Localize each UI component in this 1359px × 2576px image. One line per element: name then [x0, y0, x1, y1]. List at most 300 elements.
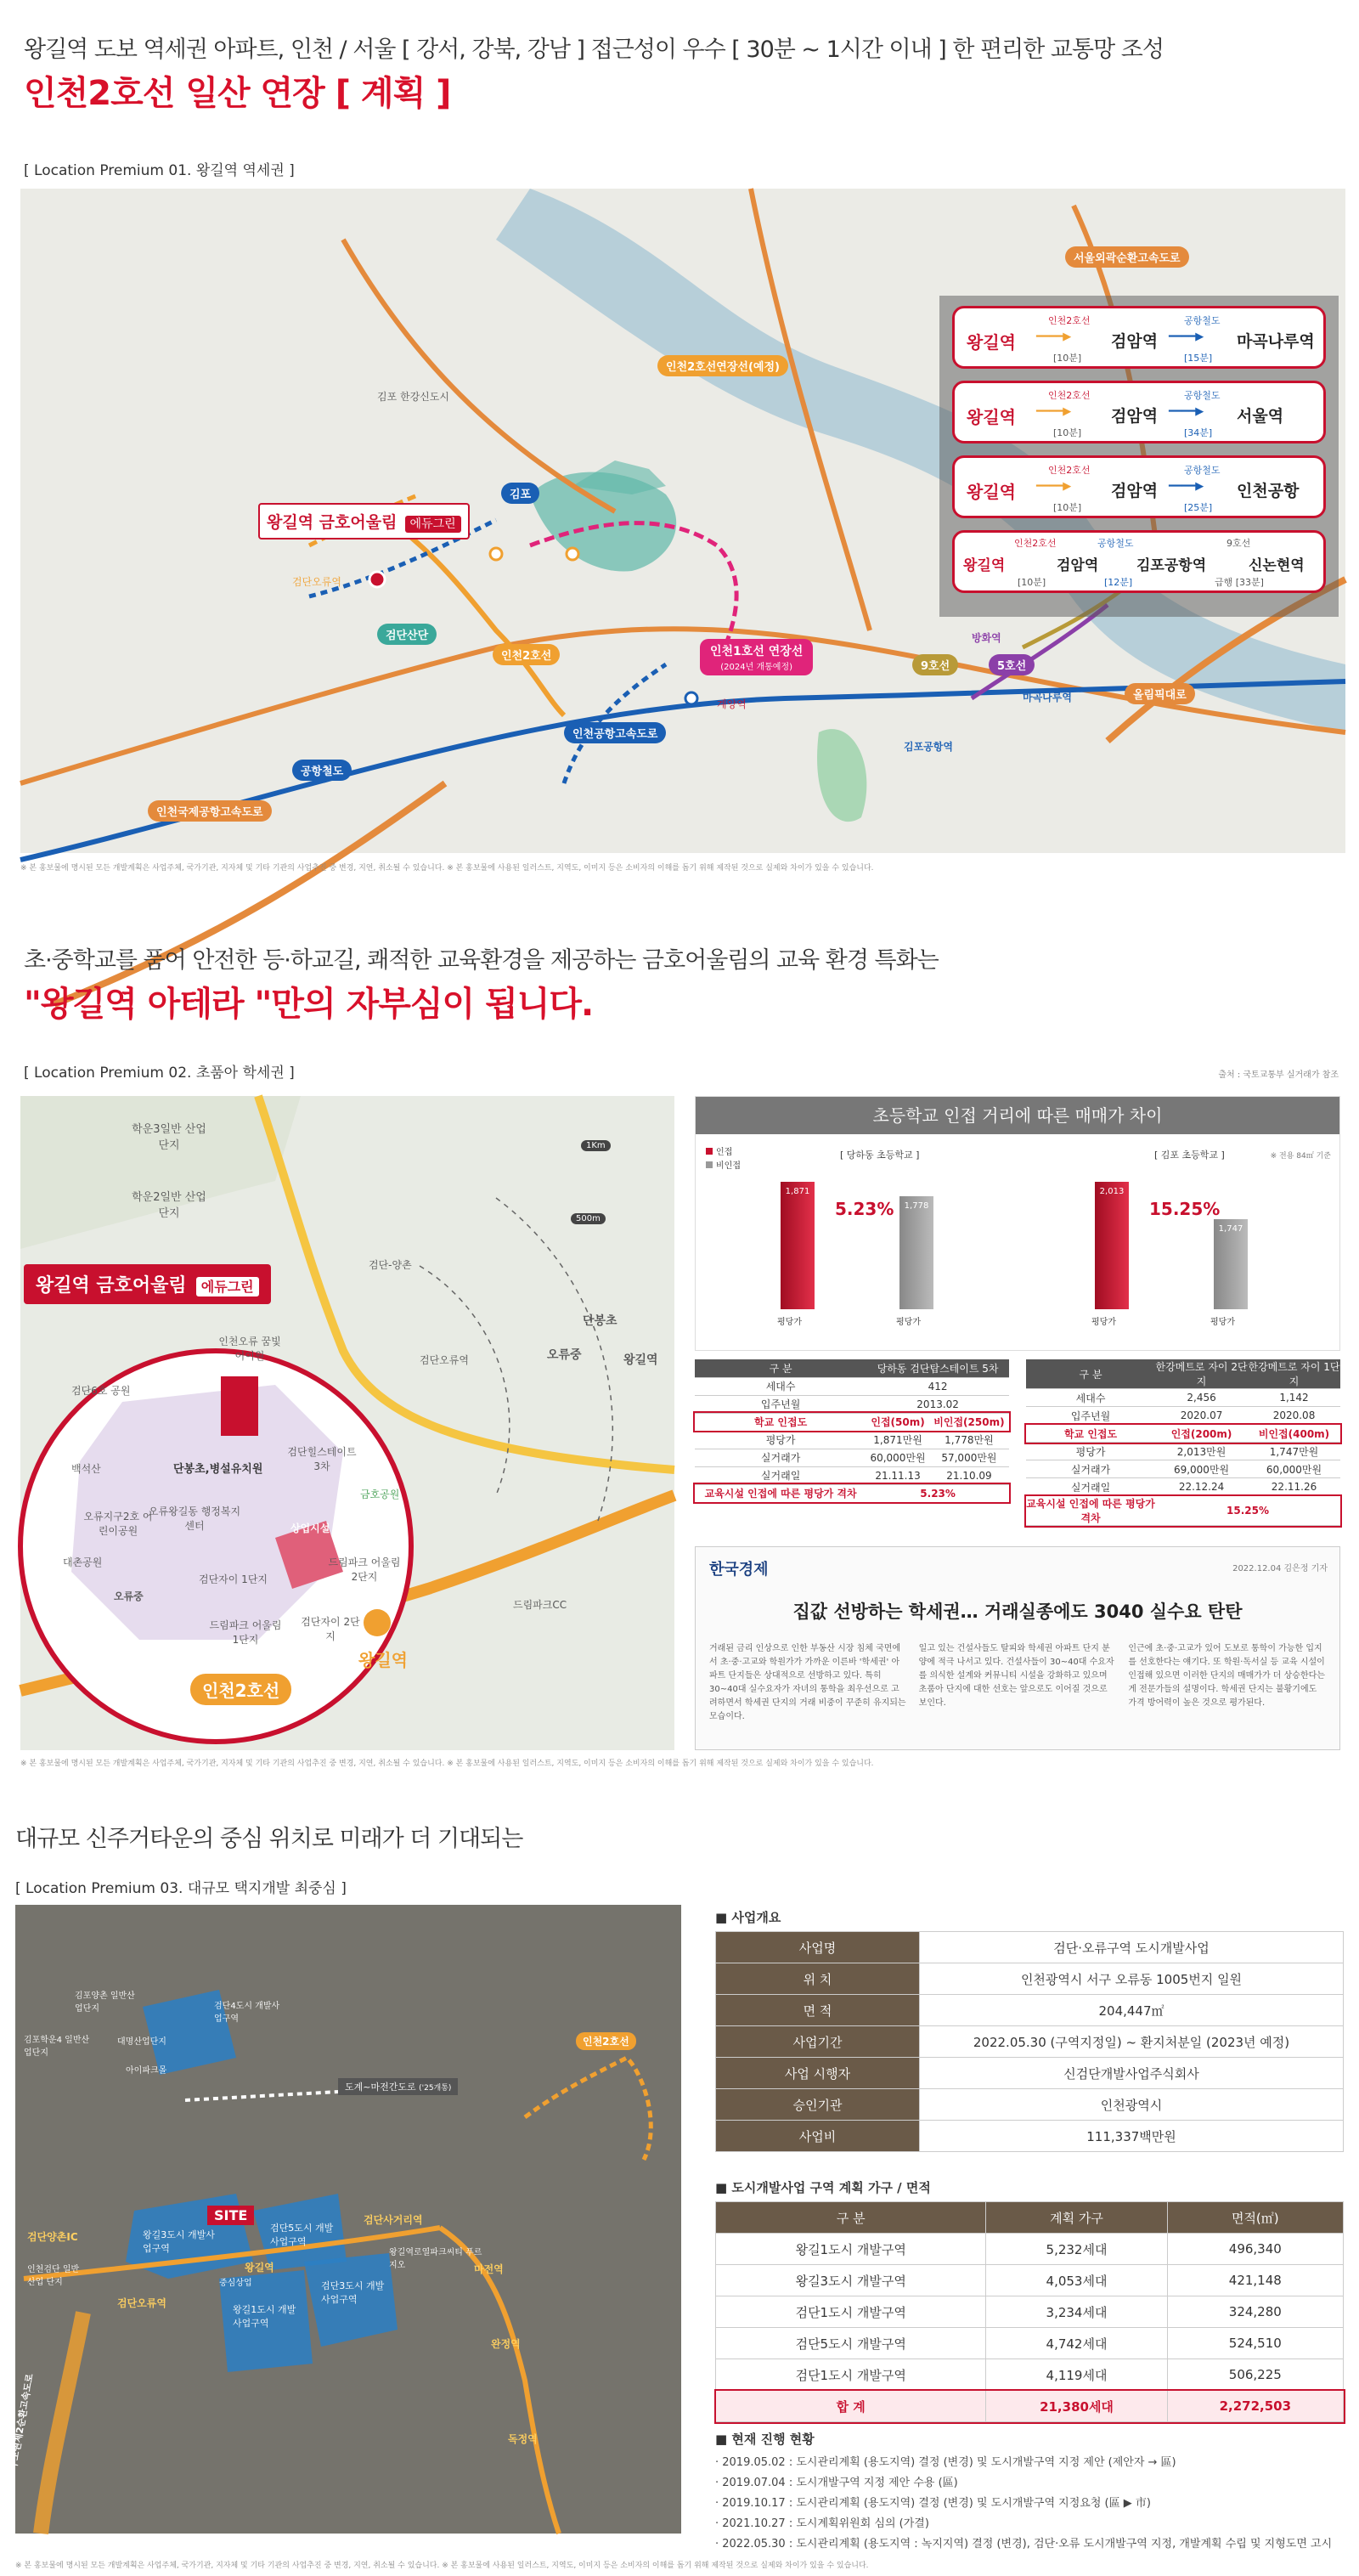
table-cell: 1,778만원 — [929, 1431, 1009, 1449]
bar-adjacent — [1095, 1182, 1129, 1309]
section3-tag: [ Location Premium 03. 대규모 택지개발 최중심 ] — [15, 1880, 347, 1897]
plan-cell: 324,280 — [1167, 2296, 1343, 2328]
route-panel — [939, 296, 1339, 617]
plan-cell: 421,148 — [1167, 2265, 1343, 2296]
route-via: 검암역 — [1057, 557, 1099, 574]
route-card[interactable] — [952, 455, 1326, 518]
table-cell: 2013.02 — [866, 1395, 1009, 1413]
plan-header: 계획 가구 — [986, 2202, 1167, 2234]
route-list — [952, 306, 1326, 608]
table-cell: 60,000만원 — [1248, 1460, 1340, 1478]
plan-total-cell: 합 계 — [716, 2391, 986, 2422]
route-time1: [10분] — [1018, 577, 1046, 588]
label-site: SITE — [207, 2206, 254, 2225]
overview-key: 사업기간 — [716, 2026, 920, 2058]
label-wanggil-right: 왕길역 — [623, 1353, 658, 1367]
table-cell: 22.11.26 — [1248, 1478, 1340, 1496]
label-hangang: 김포 한강신도시 — [377, 391, 449, 403]
plan-row — [716, 2265, 1344, 2296]
bar-category: 평당가 — [896, 1318, 921, 1327]
label-oryu-mid: 오류중 — [547, 1348, 582, 1362]
route-line1: 인천2호선 — [1048, 465, 1091, 476]
section1-subtitle: 왕길역 도보 역세권 아파트, 인천 / 서울 [ 강서, 강북, 강남 ] 접근성이 우수 [ 30분 ~ 1시간 이내 ] 한 편리한 교통망 조성 — [24, 37, 1164, 63]
road-name: 도계~마전간도로 — [345, 2082, 416, 2093]
overview-key: 면 적 — [716, 1995, 920, 2026]
section2-tag: [ Location Premium 02. 초품아 학세권 ] — [24, 1065, 295, 1082]
news-col-2: 일고 있는 건설사들도 탈피와 학세권 아파트 단지 분양에 적극 나서고 있다. 건설사들이 30~40대 수요자를 의식한 설계와 커뮤니티 시설을 강화하고 있으며 초품아 단지에 대한 선호는 앞으로도 이어질 것으로 보인다. — [918, 1644, 1114, 1708]
table-row — [1026, 1478, 1340, 1496]
label-baekseoksan: 백석산 — [71, 1463, 101, 1475]
label-banghwa: 방화역 — [972, 632, 1001, 644]
status-section — [715, 2430, 1352, 2555]
plan-row — [716, 2328, 1344, 2359]
table-cell: 실거래가 — [1026, 1460, 1155, 1478]
news-article — [695, 1546, 1340, 1750]
overview-row — [716, 2121, 1344, 2152]
news-paper: 한국경제 — [709, 1561, 769, 1579]
route-time2: [12분] — [1104, 577, 1133, 588]
plan-section — [715, 2178, 1344, 2422]
label-daechon: 대촌공원 — [63, 1556, 103, 1568]
overview-row — [716, 1963, 1344, 1995]
label-hak3: 학운3일반 산업단지 — [132, 1123, 206, 1152]
label-incheon2-line: 인천2호선 — [190, 1674, 291, 1705]
school-map-graphic — [20, 1096, 674, 1750]
chart-group-2 — [1061, 1139, 1316, 1343]
overview-key: 위 치 — [716, 1963, 920, 1995]
table-row — [1026, 1389, 1340, 1407]
label-geomdan-city: 검단힐스테이트 3차 — [287, 1446, 357, 1472]
table-cell: 2020.08 — [1248, 1407, 1340, 1425]
plan-cell: 3,234세대 — [986, 2296, 1167, 2328]
legend-nonadjacent-label: 비인접 — [716, 1161, 741, 1171]
label-incheon-oryu: 인천오류 꿈빛어이원 — [218, 1336, 281, 1362]
label-hwy: 수도권제2순환고속도로 — [8, 2372, 36, 2471]
plan-total-row — [716, 2391, 1344, 2422]
overview-key: 사업 시행자 — [716, 2058, 920, 2089]
news-col-3: 인근에 초·중·고교가 있어 도보로 통학이 가능한 입지를 선호한다는 얘기다. 또 학원·독서실 등 교육 시설이 인접해 있으면 이러한 단지의 매매가가 더 상승한다는 게 전문가들의 설명이다. 학세권 단지는 불황기에도 가격 방어력이 높은 것으로 평가된다. — [1128, 1644, 1325, 1708]
legend-adjacent-label: 인접 — [716, 1148, 733, 1157]
section2-subtitle: 초·중학교를 품어 안전한 등·하교길, 쾌적한 교육환경을 제공하는 금호어울림의 교육 환경 특화는 — [24, 947, 939, 974]
table-row — [695, 1377, 1009, 1395]
route-to: 신논현역 — [1249, 557, 1305, 574]
plan-header: 면적(㎡) — [1167, 2202, 1343, 2234]
bar-value-label: 1,778 — [904, 1200, 929, 1211]
route-line2: 공항철도 — [1184, 315, 1221, 326]
label-dokjeong: 독정역 — [508, 2433, 538, 2445]
incheon1-ext-note: (2024년 개통예정) — [720, 663, 793, 672]
label-magok: 마곡나루역 — [1023, 692, 1072, 703]
bar-category: 평당가 — [1210, 1318, 1235, 1327]
section-development — [0, 1810, 1359, 2576]
status-item: · 2022.05.30 : 도시관리계획 (용도지역 : 녹지지역) 결정 (변경), 검단·오류 도시개발구역 지정, 개발계획 수립 및 지형도면 고시 — [715, 2538, 1333, 2551]
plan-total-cell: 21,380세대 — [986, 2391, 1167, 2422]
label-oryuji2: 오류지구2호 어린이공원 — [83, 1511, 153, 1537]
overview-body — [716, 1932, 1344, 2152]
label-geomdan: 검단산단 — [377, 624, 437, 645]
label-hak2: 학운2일반 산업단지 — [132, 1191, 206, 1220]
table-header: 당하동 검단탑스테이트 5차 — [866, 1359, 1009, 1377]
table-right-body — [1026, 1389, 1340, 1526]
route-time1: [10분] — [1053, 353, 1082, 364]
news-cols — [709, 1642, 1326, 1724]
table-cell: 입주년월 — [695, 1395, 866, 1413]
table-cell: 비인접(250m) — [929, 1413, 1009, 1431]
label-majeon: 마전역 — [474, 2263, 504, 2275]
route-via: 검암역 — [1111, 332, 1159, 351]
label-incheon1-ext — [700, 639, 813, 675]
table-cell: 60,000만원 — [866, 1449, 929, 1466]
route-arrow2: ━━━━▶ — [1169, 480, 1204, 493]
section2-note: ※ 본 홍보물에 명시된 모든 개발계획은 사업주체, 국가기관, 지자체 및 기타 기관의 사업추진 중 변경, 지연, 취소될 수 있습니다. ※ 본 홍보물에 사용된 일러스트, 지역도, 이미지 등은 소비자의 이해를 돕기 위해 제작된 것으로 실제와 차이가 있을 수 있습니다. — [20, 1760, 874, 1768]
table-row — [1026, 1407, 1340, 1425]
label-geomdan-zai1: 검단자이 1단지 — [199, 1573, 268, 1585]
section-station — [0, 0, 1359, 884]
chart-group-1 — [747, 1139, 1001, 1343]
label-incheon2: 인천2호선 — [493, 644, 560, 665]
label-ikea: 아이파크몰 — [126, 2066, 167, 2076]
overview-key: 승인기관 — [716, 2089, 920, 2121]
label-road — [338, 2078, 458, 2095]
overview-value: 인천광역시 서구 오류동 1005번지 일원 — [920, 1963, 1344, 1995]
table-row — [695, 1484, 1009, 1502]
table-row — [695, 1449, 1009, 1466]
section1-title: 인천2호선 일산 연장 [ 계획 ] — [24, 74, 451, 113]
plan-cell: 왕길3도시 개발구역 — [716, 2265, 986, 2296]
label-daemyeong: 대명산업단지 — [117, 2037, 166, 2047]
label-airport-hwy: 인천공항고속도로 — [564, 722, 666, 743]
label-incheon-geomdan: 인천검단 일반산업 단지 — [27, 2265, 80, 2287]
route-card[interactable] — [952, 306, 1326, 369]
label-dreampark-apt: 드림파크 어울림2단지 — [328, 1556, 401, 1583]
route-via: 검암역 — [1111, 407, 1159, 426]
plan-cell: 4,119세대 — [986, 2359, 1167, 2391]
route-arrow1: ━━━━▶ — [1036, 480, 1072, 493]
table-row — [695, 1466, 1009, 1484]
label-gimpo-airport: 김포공항역 — [904, 741, 953, 753]
route-from: 왕길역 — [967, 332, 1016, 353]
route-line2: 공항철도 — [1184, 390, 1221, 401]
table-row — [1026, 1443, 1340, 1460]
route-from: 왕길역 — [967, 482, 1016, 502]
label-gd4: 검단4도시 개발사업구역 — [214, 2002, 280, 2024]
section1-note: ※ 본 홍보물에 명시된 모든 개발계획은 사업주체, 국가기관, 지자체 및 기타 기관의 사업추진 중 변경, 지연, 취소될 수 있습니다. ※ 본 홍보물에 사용된 일러스트, 지역도, 이미지 등은 소비자의 이해를 돕기 위해 제작된 것으로 실제와 차이가 있을 수 있습니다. — [20, 864, 874, 873]
route-arrow1: ━━━━▶ — [1036, 405, 1072, 418]
label-gyeyang: 계양역 — [717, 698, 747, 710]
table-cell: 비인접(400m) — [1248, 1425, 1340, 1443]
table-cell: 69,000만원 — [1155, 1460, 1248, 1478]
status-item: · 2019.07.04 : 도시개발구역 지정 제안 수용 (區) — [715, 2477, 958, 2490]
overview-table — [715, 1931, 1344, 2152]
table-left — [695, 1359, 1009, 1503]
plan-head — [716, 2202, 1344, 2234]
plan-row — [716, 2234, 1344, 2265]
plan-cell: 검단1도시 개발구역 — [716, 2359, 986, 2391]
plan-row — [716, 2296, 1344, 2328]
overview-value: 2022.05.30 (구역지정일) ~ 환지처분일 (2023년 예정) — [920, 2026, 1344, 2058]
school-map — [20, 1096, 674, 1750]
plan-header: 구 분 — [716, 2202, 986, 2234]
label-incheon2-ext: 인천2호선연장선(예정) — [657, 355, 788, 376]
table-cell: 22.12.24 — [1155, 1478, 1248, 1496]
overview-value: 111,337백만원 — [920, 2121, 1344, 2152]
label-dreampark-cc: 드림파크CC — [513, 1599, 567, 1611]
table-cell: 5.23% — [866, 1484, 1009, 1502]
label-gd2: 검단3도시 개발사업구역 — [321, 2280, 385, 2305]
table-row — [695, 1413, 1009, 1431]
route-time3: 급행 [33분] — [1215, 577, 1264, 588]
route-via2: 김포공항역 — [1136, 557, 1207, 574]
table-header: 구 분 — [695, 1359, 866, 1377]
transit-map — [20, 189, 1345, 853]
site-badge: 에듀그린 — [405, 516, 461, 533]
status-item: · 2019.05.02 : 도시관리계획 (용도지역) 결정 (변경) 및 도시개발구역 지정 제안 (제안자 → 區) — [715, 2456, 1176, 2469]
table-left-body — [695, 1377, 1009, 1502]
bar-category: 평당가 — [777, 1318, 802, 1327]
table-cell: 인접(200m) — [1155, 1425, 1248, 1443]
route-arrow2: ━━━━▶ — [1169, 405, 1204, 418]
compare-table-right — [1026, 1359, 1340, 1526]
route-arrow2: ━━━━▶ — [1169, 330, 1204, 343]
table-header: 구 분 — [1026, 1359, 1155, 1389]
compare-table-left — [695, 1359, 1009, 1503]
overview-key: 사업비 — [716, 2121, 920, 2152]
table-cell: 세대수 — [695, 1377, 866, 1395]
section3-subtitle: 대규모 신주거타운의 중심 위치로 미래가 더 기대되는 — [15, 1826, 523, 1852]
plan-cell: 4,053세대 — [986, 2265, 1167, 2296]
site-callout[interactable] — [258, 503, 470, 539]
table-cell: 교육시설 인접에 따른 평당가 격차 — [1026, 1496, 1155, 1526]
label-oryu-admin: 오류왕길동 행정복지센터 — [148, 1505, 241, 1532]
plan-cell: 496,340 — [1167, 2234, 1343, 2265]
table-cell: 1,747만원 — [1248, 1443, 1340, 1460]
label-line9: 9호선 — [912, 654, 958, 675]
bar-nonadjacent — [899, 1196, 933, 1309]
overview-key: 사업명 — [716, 1932, 920, 1963]
label-danbong: 단봉초 — [583, 1314, 617, 1328]
plan-cell: 왕길1도시 개발구역 — [716, 2234, 986, 2265]
news-col-1: 거래된 금리 인상으로 인한 부동산 시장 침체 국면에서 초·중·고교와 학원가가 가까운 이른바 '학세권' 아파트 단지들은 상대적으로 선방하고 있다. 특히 30~40대 실수요자가 자녀의 통학을 최우선으로 고려하면서 학세권 단지의 거래 비중이 꾸준히 유지되는 모습이다. — [709, 1644, 906, 1721]
route-time1: [10분] — [1053, 502, 1082, 513]
table-cell: 세대수 — [1026, 1389, 1155, 1407]
table-cell: 21.11.13 — [866, 1466, 929, 1484]
table-cell: 입주년월 — [1026, 1407, 1155, 1425]
status-title: ■ 현재 진행 현황 — [715, 2432, 815, 2447]
label-wanggil: 왕길역 — [358, 1650, 408, 1670]
label-geomdan-oryu: 검단오류역 — [292, 576, 341, 588]
route-line1: 인천2호선 — [1048, 390, 1091, 401]
status-list — [715, 2453, 1352, 2555]
route-arrow1: ━━━━▶ — [1036, 330, 1072, 343]
label-geomdan-yangchon: 검단-양촌 — [369, 1259, 412, 1271]
plan-cell: 506,225 — [1167, 2359, 1343, 2391]
route-line1: 인천2호선 — [1048, 315, 1091, 326]
label-airport-rail: 공항철도 — [292, 760, 352, 781]
plan-body — [716, 2234, 1344, 2422]
label-geomdan-ic: 검단양촌IC — [27, 2231, 78, 2243]
overview-row — [716, 2026, 1344, 2058]
label-geomdan-oryu3: 검단오류역 — [117, 2297, 166, 2309]
table-row — [1026, 1425, 1340, 1443]
table-cell: 실거래일 — [695, 1466, 866, 1484]
plan-cell: 5,232세대 — [986, 2234, 1167, 2265]
label-danbong-kinder: 단봉초,병설유치원 — [173, 1463, 263, 1476]
label-wanjeong: 완정역 — [491, 2338, 521, 2350]
plan-cell: 검단5도시 개발구역 — [716, 2328, 986, 2359]
overview-row — [716, 2089, 1344, 2121]
route-to: 인천공항 — [1237, 482, 1300, 500]
route-to: 마곡나루역 — [1237, 332, 1315, 351]
section2-source: 출처 : 국토교통부 실거래가 참조 — [1218, 1071, 1339, 1080]
label-geomdan6: 검단6호 공원 — [71, 1385, 131, 1397]
status-item: · 2021.10.27 : 도시계획위원회 심의 (가결) — [715, 2517, 929, 2531]
label-500m: 500m — [571, 1213, 606, 1224]
label-wanggil-st: 왕길역 — [245, 2262, 274, 2274]
label-geomdan-oryu: 검단오류역 — [420, 1354, 469, 1366]
route-time2: [25분] — [1184, 502, 1213, 513]
bar-value-label: 1,871 — [785, 1187, 810, 1196]
label-gimpo-hakun: 김포학운4 일반산업단지 — [24, 2036, 90, 2058]
route-from: 왕길역 — [963, 557, 1006, 574]
label-jeonghyang: 왕길역로열파크씨티 푸르지오 — [389, 2248, 482, 2270]
route-card[interactable] — [952, 530, 1326, 593]
table-cell: 실거래가 — [695, 1449, 866, 1466]
table-right — [1026, 1359, 1340, 1526]
school-site-badge: 에듀그린 — [196, 1277, 259, 1296]
table-row — [695, 1431, 1009, 1449]
label-ring-hwy: 서울외곽순환고속도로 — [1065, 246, 1189, 268]
table-cell: 2,013만원 — [1155, 1443, 1248, 1460]
route-time2: [34분] — [1184, 427, 1213, 438]
section2-title: "왕길역 아테라 "만의 자부심이 됩니다. — [24, 985, 594, 1024]
overview-row — [716, 1995, 1344, 2026]
section3-note: ※ 본 홍보물에 명시된 모든 개발계획은 사업주체, 국가기관, 지자체 및 기타 기관의 사업추진 중 변경, 지연, 취소될 수 있습니다. ※ 본 홍보물에 사용된 일러스트, 지역도, 이미지 등은 소비자의 이해를 돕기 위해 제작된 것으로 실제와 차이가 있을 수 있습니다. — [15, 2562, 869, 2570]
table-cell: 학교 인접도 — [1026, 1425, 1155, 1443]
table-cell: 15.25% — [1155, 1496, 1340, 1526]
plan-cell: 524,510 — [1167, 2328, 1343, 2359]
route-line2: 공항철도 — [1097, 538, 1134, 549]
route-time1: [10분] — [1053, 427, 1082, 438]
bar-value-label: 2,013 — [1099, 1187, 1125, 1196]
news-headline: 집값 선방하는 학세권… 거래실종에도 3040 실수요 탄탄 — [792, 1602, 1243, 1622]
table-cell: 1,142 — [1248, 1389, 1340, 1407]
route-line1: 인천2호선 — [1014, 538, 1057, 549]
table-cell: 실거래일 — [1026, 1478, 1155, 1496]
table-cell: 평당가 — [695, 1431, 866, 1449]
table-cell: 1,871만원 — [866, 1431, 929, 1449]
status-item: · 2019.10.17 : 도시관리계획 (용도지역) 결정 (변경) 및 도시개발구역 지정요청 (區 ▶ 市) — [715, 2497, 1151, 2511]
chart1-title: [ 당하동 초등학교 ] — [840, 1150, 920, 1161]
legend-adjacent — [706, 1144, 732, 1157]
table-cell: 교육시설 인접에 따른 평당가 격차 — [695, 1484, 866, 1502]
label-jungsim: 중심상업 — [219, 2279, 252, 2288]
table-cell: 인접(50m) — [866, 1413, 929, 1431]
plan-title: ■ 도시개발사업 구역 계획 가구 / 면적 — [715, 2180, 931, 2195]
table-header: 한강메트로 자이 1단지 — [1248, 1361, 1340, 1387]
table-cell: 2,456 — [1155, 1389, 1248, 1407]
chart-title: 초등학교 인접 거리에 따른 매매가 차이 — [696, 1097, 1339, 1134]
overview-value: 204,447㎡ — [920, 1995, 1344, 2026]
label-sangup: 상업시설 — [290, 1522, 330, 1534]
route-via: 검암역 — [1111, 482, 1159, 500]
overview-section — [715, 1908, 1344, 2152]
overview-value: 신검단개발사업주식회사 — [920, 2058, 1344, 2089]
route-line2: 공항철도 — [1184, 465, 1221, 476]
label-gd5: 검단5도시 개발사업구역 — [270, 2223, 334, 2247]
section1-tag: [ Location Premium 01. 왕길역 역세권 ] — [24, 162, 295, 179]
legend-nonadjacent — [706, 1158, 741, 1171]
overview-value: 인천광역시 — [920, 2089, 1344, 2121]
label-gd1: 왕길1도시 개발사업구역 — [233, 2304, 296, 2329]
bar-category: 평당가 — [1091, 1318, 1116, 1327]
development-map — [8, 1905, 681, 2534]
plan-cell: 4,742세대 — [986, 2328, 1167, 2359]
chart-unit: ※ 전용 84㎡ 기준 — [1270, 1152, 1331, 1161]
incheon1-ext-name: 인천1호선 연장선 — [710, 645, 804, 658]
section-school — [0, 918, 1359, 1810]
table-cell: 57,000만원 — [929, 1449, 1009, 1466]
label-incheon2-3: 인천2호선 — [576, 2032, 636, 2050]
chart-diff: 15.25% — [1149, 1199, 1221, 1219]
news-date: 2022.12.04 김은정 기자 — [1232, 1564, 1328, 1573]
table-cell: 평당가 — [1026, 1443, 1155, 1460]
school-chart-panel — [695, 1096, 1340, 1351]
route-line3: 9호선 — [1226, 538, 1251, 549]
label-dreampark1: 드림파크 어울림1단지 — [209, 1619, 282, 1646]
table-row — [1026, 1496, 1340, 1526]
overview-title: ■ 사업개요 — [715, 1910, 781, 1925]
label-olympic: 올림픽대로 — [1125, 683, 1195, 704]
table-cell: 학교 인접도 — [695, 1413, 866, 1431]
overview-row — [716, 1932, 1344, 1963]
chart-diff: 5.23% — [835, 1199, 894, 1219]
table-row — [695, 1395, 1009, 1413]
school-site-callout[interactable] — [24, 1264, 271, 1304]
label-gyeyang-st: 검단사거리역 — [364, 2214, 423, 2226]
table-cell: 21.10.09 — [929, 1466, 1009, 1484]
route-time2: [15분] — [1184, 353, 1213, 364]
label-gd3: 왕길3도시 개발사업구역 — [143, 2229, 215, 2254]
label-km1: 1Km — [581, 1140, 611, 1151]
overview-row — [716, 2058, 1344, 2089]
label-line5: 5호선 — [989, 654, 1035, 675]
route-from: 왕길역 — [967, 407, 1016, 427]
label-incheon-intl: 인천국제공항고속도로 — [148, 800, 272, 822]
table-row — [1026, 1460, 1340, 1478]
chart2-title: [ 김포 초등학교 ] — [1154, 1150, 1225, 1161]
school-site-name: 왕길역 금호어울림 — [36, 1275, 187, 1296]
label-oryu-mid-left: 오류중 — [114, 1590, 144, 1602]
road-note: ('25개통) — [419, 2084, 452, 2093]
table-cell: 2020.07 — [1155, 1407, 1248, 1425]
table-left-head — [695, 1359, 1009, 1377]
table-right-head — [1026, 1359, 1340, 1389]
label-geomdan-zai2: 검단자이 2단지 — [301, 1616, 360, 1642]
plan-total-cell: 2,272,503 — [1167, 2391, 1343, 2422]
table-header: 한강메트로 자이 2단지 — [1155, 1361, 1248, 1387]
plan-table — [715, 2201, 1344, 2422]
site-name: 왕길역 금호어울림 — [267, 513, 398, 532]
label-gumho-park: 금호공원 — [360, 1489, 400, 1500]
bar-value-label: 1,747 — [1218, 1224, 1243, 1234]
overview-value: 검단·오류구역 도시개발사업 — [920, 1932, 1344, 1963]
label-gimpo-yangchon: 김포양촌 일반산업단지 — [75, 1991, 135, 2014]
route-card[interactable] — [952, 381, 1326, 443]
bar-adjacent — [781, 1182, 815, 1309]
plan-cell: 검단1도시 개발구역 — [716, 2296, 986, 2328]
route-to: 서울역 — [1237, 407, 1284, 426]
plan-row — [716, 2359, 1344, 2391]
